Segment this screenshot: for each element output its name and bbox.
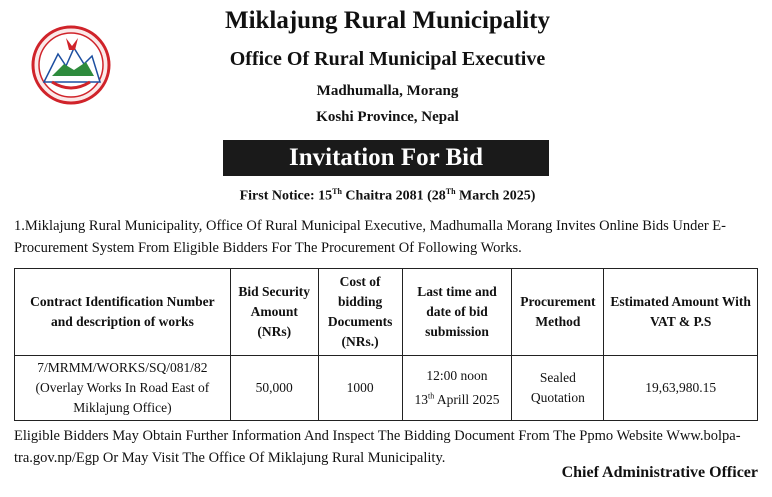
notice-title: Invitation For Bid xyxy=(223,140,549,176)
submission-date: 13th Aprill 2025 xyxy=(414,391,500,407)
header-submission: Last time and date of bid submission xyxy=(402,269,512,356)
header-doc-cost: Cost of bidding Documents (NRs.) xyxy=(318,269,402,356)
header-method: Procurement Method xyxy=(512,269,604,356)
first-notice: First Notice: 15Th Chaitra 2081 (28Th March 2025) xyxy=(239,187,536,204)
cell-bid-security: 50,000 xyxy=(230,356,318,421)
cell-contract xyxy=(15,356,231,421)
municipality-name: Miklajung Rural Municipality xyxy=(224,7,551,34)
cell-estimated: 19,63,980.15 xyxy=(604,356,758,421)
bid-table xyxy=(14,268,758,421)
table-header-row xyxy=(15,269,758,356)
table-row xyxy=(15,356,758,421)
address-line-1: Madhumalla, Morang xyxy=(316,83,459,99)
cell-submission xyxy=(402,356,512,421)
cell-method: Sealed Quotation xyxy=(512,356,604,421)
signature: Chief Administrative Officer xyxy=(561,464,758,481)
address-line-2: Koshi Province, Nepal xyxy=(316,109,459,125)
contract-id: 7/MRMM/WORKS/SQ/081/82 xyxy=(37,360,208,375)
contract-desc: (Overlay Works In Road East of Miklajung Office) xyxy=(35,380,210,415)
header-estimated: Estimated Amount With VAT & P.S xyxy=(604,269,758,356)
footer-paragraph: Eligible Bidders May Obtain Further Information And Inspect The Bidding Document From The Ppmo Website Www.bolpa-tra.gov.np/Egp Or May Visit The Office Of Miklajung Rural Municipality. xyxy=(14,428,741,466)
header-contract: Contract Identification Number and description of works xyxy=(15,269,231,356)
submission-time: 12:00 noon xyxy=(426,368,488,384)
cell-doc-cost: 1000 xyxy=(318,356,402,421)
intro-paragraph: 1.Miklajung Rural Municipality, Office Of Rural Municipal Executive, Madhumalla Morang Invites Online Bids Under E-Procurement System From Eligible Bidders For The Procurement Of Following Works. xyxy=(14,218,726,256)
office-name: Office Of Rural Municipal Executive xyxy=(229,48,546,70)
header-bid-security: Bid Security Amount (NRs) xyxy=(230,269,318,356)
nepal-emblem-icon xyxy=(30,24,112,106)
